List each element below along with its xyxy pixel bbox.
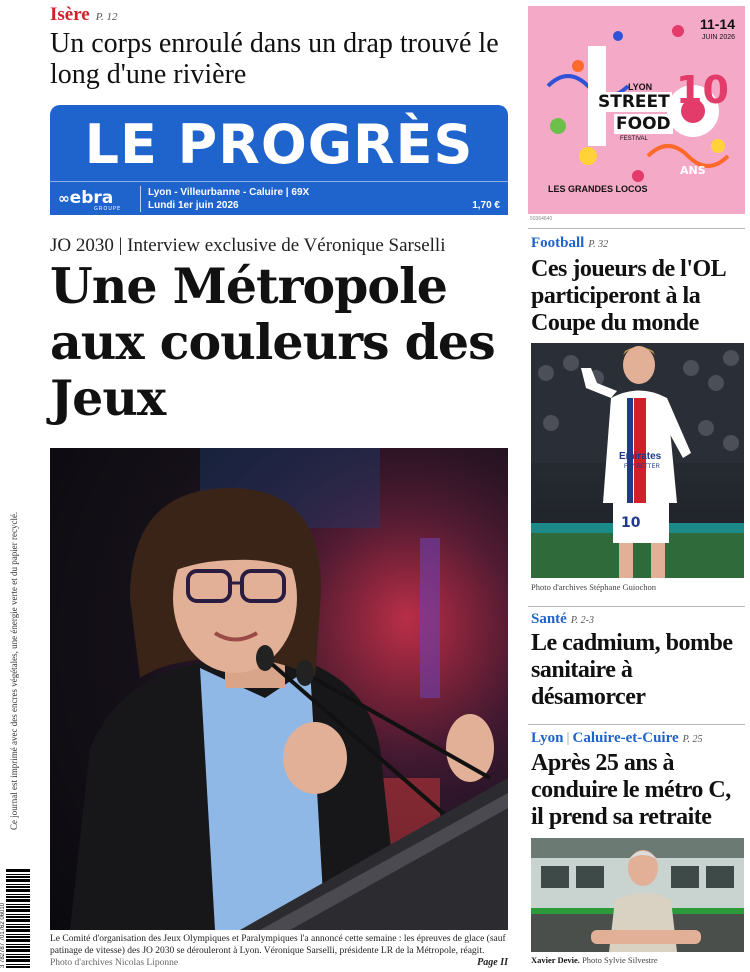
teaser-kicker[interactable] <box>50 4 118 26</box>
football-photo[interactable] <box>531 343 744 578</box>
sante-kicker-label: Santé <box>531 611 567 627</box>
edition-info <box>148 186 309 212</box>
ad-reference: 50364640 <box>530 216 553 222</box>
jersey-number: 10 <box>621 515 641 531</box>
eco-print-note-text: Ce journal est imprimé avec des encres végétales, une énergie verte et du papier recyclé. <box>9 511 19 830</box>
lyon-page: P. 25 <box>682 734 703 745</box>
main-headline[interactable]: Une Métropole aux couleurs des Jeux <box>50 257 495 427</box>
ad-age-label: ANS <box>680 164 706 177</box>
ad-city: LYON <box>628 82 653 92</box>
metro-headline[interactable]: Après 25 ans à conduire le métro C, il prend sa retraite <box>531 750 731 830</box>
metro-driver-illustration <box>531 838 744 952</box>
ad-dates: 11-14 <box>699 16 735 32</box>
main-kicker: JO 2030 | Interview exclusive de Véronique Sarselli <box>50 235 446 256</box>
football-page: P. 32 <box>588 239 609 250</box>
caluire-kicker-label: Caluire-et-Cuire <box>572 730 679 746</box>
teaser-kicker-label: Isère <box>50 4 90 25</box>
teaser-page: P. 12 <box>95 11 118 23</box>
ad-age: 10 <box>676 68 729 112</box>
main-page-ref[interactable]: Page II <box>477 957 508 968</box>
ebra-logo <box>58 188 113 208</box>
price: 1,70 € <box>472 200 500 211</box>
kicker-separator: | <box>566 730 570 746</box>
main-photo-caption <box>50 933 508 969</box>
metro-credit-text: Photo Sylvie Silvestre <box>582 955 658 965</box>
divider <box>528 228 745 229</box>
masthead-divider <box>140 186 141 212</box>
jersey-sponsor-tagline: FLY BETTER <box>624 464 660 470</box>
metro-photo-credit <box>531 955 658 965</box>
newspaper-logo[interactable]: LE PROGRÈS <box>84 113 474 176</box>
metro-credit-name: Xavier Devie. <box>531 955 580 965</box>
sarselli-photo-illustration <box>50 448 508 930</box>
ad-title-line3: FESTIVAL <box>620 136 648 142</box>
masthead <box>50 105 508 215</box>
ad-venue: LES GRANDES LOCOS <box>548 184 648 194</box>
ebra-name: ebra <box>69 188 114 208</box>
main-photo[interactable] <box>50 448 508 930</box>
caption-credit: Photo d'archives Nicolas Liponne <box>50 958 179 968</box>
caption-text: Le Comité d'organisation des Jeux Olympiques et Paralympiques l'a annoncé cette semaine : les épreuves de glace (sauf patinage de vitesse) des JO 2030 se dérouleront à Lyon. Véronique Sarselli, présidente LR de la Métropole, réagit. <box>50 934 506 956</box>
edition-date: Lundi 1er juin 2026 <box>148 200 239 211</box>
ad-title-line1: STREET <box>598 92 670 112</box>
masthead-info-bar <box>50 181 508 215</box>
lyon-kicker[interactable] <box>531 730 702 747</box>
barcode-number: 3 782787 701762 06010 <box>0 902 6 968</box>
jersey-sponsor: Emirates <box>619 451 662 462</box>
metro-photo[interactable] <box>531 838 744 952</box>
football-headline[interactable]: Ces joueurs de l'OL participeront à la Coupe du monde <box>531 256 725 336</box>
eco-print-note <box>9 390 21 830</box>
teaser-headline[interactable]: Un corps enroulé dans un drap trouvé le long d'une rivière <box>50 28 499 90</box>
sante-headline[interactable]: Le cadmium, bombe sanitaire à désamorcer <box>531 630 733 710</box>
sante-page: P. 2-3 <box>570 615 594 626</box>
lyon-kicker-label: Lyon <box>531 730 564 746</box>
football-kicker-label: Football <box>531 235 585 251</box>
ebra-wave-icon: ∞ <box>58 191 70 207</box>
sante-kicker[interactable] <box>531 611 594 628</box>
edition-zone: Lyon - Villeurbanne - Caluire | 69X <box>148 187 310 198</box>
barcode <box>6 868 30 968</box>
ad-title-line2: FOOD <box>616 114 671 134</box>
ebra-group-label: GROUPE <box>94 206 122 212</box>
divider <box>528 606 745 607</box>
football-photo-credit: Photo d'archives Stéphane Guiochon <box>531 582 656 592</box>
football-kicker[interactable] <box>531 235 608 252</box>
ad-month: JUIN 2026 <box>701 34 735 41</box>
street-food-festival-ad[interactable] <box>528 6 745 214</box>
divider <box>528 724 745 725</box>
